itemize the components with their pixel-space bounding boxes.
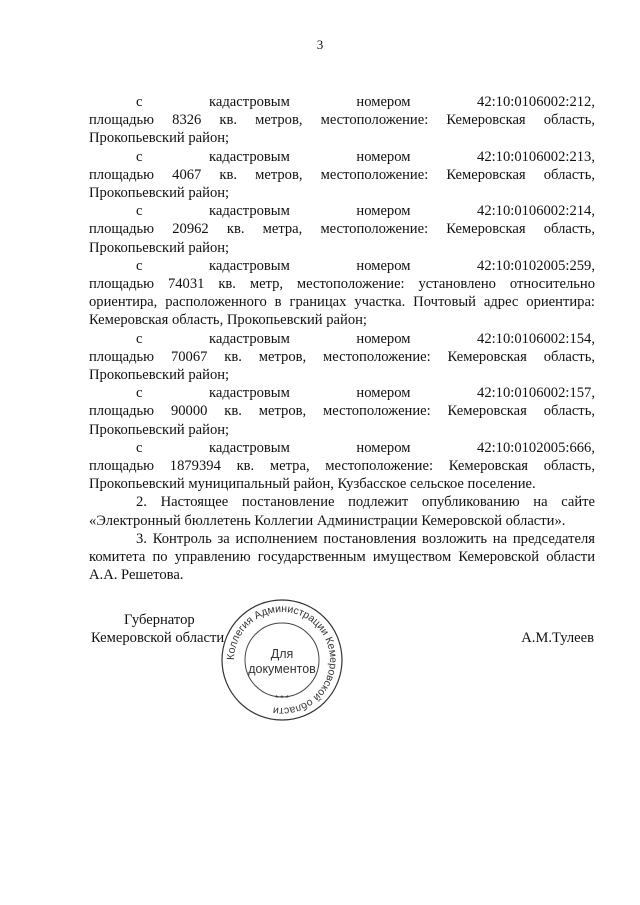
cadastral-item-heading: [89, 257, 595, 275]
cadastral-number: 42:10:0106002:213,: [477, 148, 595, 165]
cadastral-item: [89, 384, 595, 439]
cadastral-word: номером: [356, 148, 411, 165]
cadastral-item: [89, 93, 595, 148]
cadastral-area-location: площадью 1879394 кв. метра, местоположение: Кемеровская область,: [89, 458, 595, 475]
paragraph-2: 2. Настоящее постановление подлежит опубликованию на сайте «Электронный бюллетень Коллегии Администрации Кемеровской области».: [89, 494, 595, 529]
cadastral-word: с: [136, 148, 143, 165]
cadastral-item-heading: [89, 148, 595, 166]
cadastral-item: [89, 257, 595, 330]
cadastral-item-heading: [89, 93, 595, 111]
stamp-ring-text: Коллегия Администрации Кемеровской области: [224, 602, 340, 718]
cadastral-area-location: площадью 8326 кв. метров, местоположение: Кемеровская область,: [89, 112, 595, 129]
cadastral-number: 42:10:0106002:214,: [477, 203, 595, 220]
cadastral-word: номером: [356, 203, 411, 220]
cadastral-word: номером: [356, 94, 411, 110]
cadastral-district: Прокопьевский муниципальный район, Кузбасское сельское поселение.: [89, 476, 536, 493]
cadastral-word: номером: [356, 257, 411, 274]
stamp-center-line2: документов: [248, 662, 316, 676]
cadastral-district: Прокопьевский район;: [89, 421, 230, 438]
cadastral-word: кадастровым: [209, 330, 290, 347]
signatory-region: Кемеровской области: [91, 630, 225, 646]
cadastral-item: [89, 148, 595, 203]
cadastral-district: Прокопьевский район;: [89, 239, 230, 256]
cadastral-number: 42:10:0102005:666,: [477, 439, 595, 456]
signatory-name: А.М.Тулеев: [521, 630, 594, 646]
cadastral-word: кадастровым: [209, 257, 290, 274]
cadastral-word: с: [136, 330, 143, 347]
stamp-stars: * * *: [275, 694, 289, 703]
cadastral-word: кадастровым: [209, 148, 290, 165]
cadastral-item-heading: [89, 202, 595, 220]
cadastral-item-heading: [89, 439, 595, 457]
cadastral-district: Кемеровская область, Прокопьевский район;: [89, 312, 367, 329]
cadastral-number: 42:10:0106002:157,: [477, 385, 595, 402]
cadastral-number: 42:10:0106002:212,: [477, 94, 595, 110]
cadastral-word: кадастровым: [209, 439, 290, 456]
cadastral-item-heading: [89, 384, 595, 402]
cadastral-location-detail: ориентира, расположенного в границах участка. Почтовый адрес ориентира:: [89, 294, 595, 311]
cadastral-area-location: площадью 74031 кв. метр, местоположение: установлено относительно: [89, 276, 595, 293]
cadastral-number: 42:10:0106002:154,: [477, 330, 595, 347]
cadastral-area-location: площадью 70067 кв. метров, местоположение: Кемеровская область,: [89, 348, 595, 365]
cadastral-word: с: [136, 203, 143, 220]
cadastral-list: [89, 93, 595, 493]
cadastral-area-location: площадью 20962 кв. метра, местоположение: Кемеровская область,: [89, 221, 595, 238]
cadastral-word: номером: [356, 385, 411, 402]
cadastral-item-heading: [89, 330, 595, 348]
page-number: 3: [316, 37, 324, 52]
document-body: [89, 93, 595, 584]
cadastral-item: [89, 202, 595, 257]
cadastral-item: [89, 330, 595, 385]
cadastral-number: 42:10:0102005:259,: [477, 257, 595, 274]
cadastral-word: кадастровым: [209, 94, 290, 110]
cadastral-district: Прокопьевский район;: [89, 367, 230, 384]
paragraph-3: 3. Контроль за исполнением постановления возложить на председателя комитета по управлению государственным имуществом Кемеровской области А.А. Решетова.: [89, 530, 595, 584]
cadastral-item: [89, 439, 595, 494]
cadastral-word: с: [136, 439, 143, 456]
cadastral-district: Прокопьевский район;: [89, 185, 230, 202]
cadastral-word: номером: [356, 439, 411, 456]
cadastral-word: кадастровым: [209, 203, 290, 220]
official-stamp: [219, 597, 345, 723]
cadastral-district: Прокопьевский район;: [89, 130, 230, 147]
signatory-title: Губернатор: [124, 612, 195, 628]
cadastral-word: с: [136, 94, 143, 110]
stamp-center-line1: Для: [270, 647, 294, 661]
cadastral-word: кадастровым: [209, 385, 290, 402]
cadastral-word: с: [136, 385, 143, 402]
cadastral-area-location: площадью 4067 кв. метров, местоположение: Кемеровская область,: [89, 166, 595, 183]
cadastral-word: с: [136, 257, 143, 274]
cadastral-word: номером: [356, 330, 411, 347]
cadastral-area-location: площадью 90000 кв. метров, местоположение: Кемеровская область,: [89, 403, 595, 420]
